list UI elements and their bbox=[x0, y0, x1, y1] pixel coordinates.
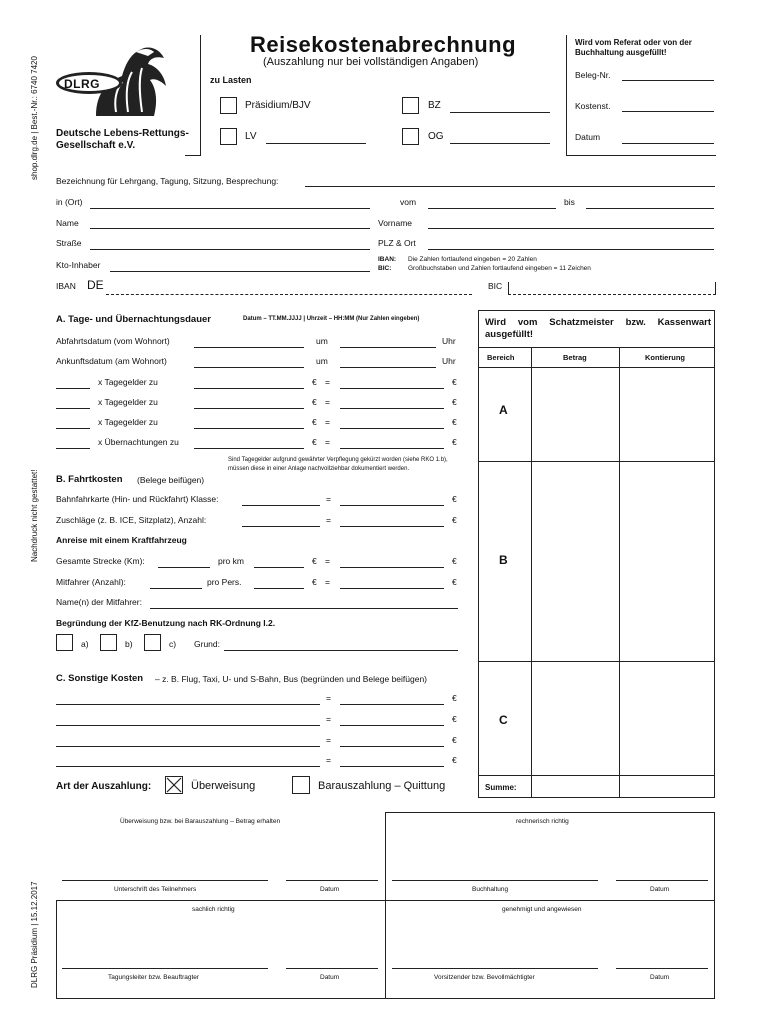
mitfahrer-euro-end: € bbox=[452, 577, 457, 587]
abfahrt-label: Abfahrtsdatum (vom Wohnort) bbox=[56, 336, 170, 346]
mitfahrer-total[interactable] bbox=[340, 588, 444, 589]
other-cost-total-1[interactable] bbox=[340, 704, 444, 705]
in-ort-label: in (Ort) bbox=[56, 197, 83, 207]
other-cost-total-3[interactable] bbox=[340, 746, 444, 747]
tagegeld-total-2[interactable] bbox=[340, 408, 444, 409]
tagegeld-count-2[interactable] bbox=[56, 408, 90, 409]
event-label: Bezeichnung für Lehrgang, Tagung, Sitzung, Besprechung: bbox=[56, 176, 279, 186]
tagegeld-euro-end-1: € bbox=[452, 377, 457, 387]
kostenst-input[interactable] bbox=[622, 111, 714, 112]
pro-km-label: pro km bbox=[218, 556, 244, 566]
chairman-label: Vorsitzender bzw. Bevollmächtigter bbox=[434, 974, 535, 981]
treasurer-header-top bbox=[479, 347, 714, 348]
factually-label: sachlich richtig bbox=[192, 906, 235, 913]
section-b-heading: B. Fahrtkosten bbox=[56, 474, 123, 485]
section-c-heading: C. Sonstige Kosten bbox=[56, 673, 144, 684]
payment-label: Art der Auszahlung: bbox=[56, 781, 152, 792]
tagegeld-total-3[interactable] bbox=[340, 428, 444, 429]
referat-field-kostenst: Kostenst. bbox=[575, 101, 611, 111]
format-hint: Datum – TT.MM.JJJJ | Uhrzeit – HH:MM (Nur Zahlen eingeben) bbox=[243, 316, 420, 322]
checkbox-bz[interactable] bbox=[402, 97, 419, 114]
other-cost-euro-4: € bbox=[452, 755, 457, 765]
tagegeld-rate-1[interactable] bbox=[194, 388, 304, 389]
vorname-label: Vorname bbox=[378, 218, 413, 228]
other-cost-eq-2: = bbox=[326, 714, 331, 724]
tagegeld-eq-1: = bbox=[325, 377, 330, 387]
other-cost-eq-1: = bbox=[326, 693, 331, 703]
section-c-note: – z. B. Flug, Taxi, U- und S-Bahn, Bus (begründen und Belege beifügen) bbox=[155, 674, 428, 684]
other-cost-total-2[interactable] bbox=[340, 725, 444, 726]
zuschlaege-input[interactable] bbox=[242, 526, 320, 527]
leader-date-label: Datum bbox=[320, 974, 340, 981]
uebernachtung-total[interactable] bbox=[340, 448, 444, 449]
in-ort-input[interactable] bbox=[90, 208, 370, 209]
uebernachtung-euro-end: € bbox=[452, 437, 457, 447]
other-cost-eq-4: = bbox=[326, 755, 331, 765]
ankunft-label: Ankunftsdatum (am Wohnort) bbox=[56, 356, 167, 366]
accounting-date-label: Datum bbox=[650, 886, 670, 893]
iban-input[interactable] bbox=[106, 282, 472, 295]
treasurer-row-divider-1 bbox=[479, 461, 714, 462]
participant-date-line[interactable] bbox=[286, 880, 378, 881]
treasurer-heading: Wird vom Schatzmeister bzw. Kassenwart ausgefüllt! bbox=[485, 317, 711, 340]
tagegeld-rate-2[interactable] bbox=[194, 408, 304, 409]
grund-label: Grund: bbox=[194, 639, 220, 649]
bahn-class-input[interactable] bbox=[242, 505, 320, 506]
section-a-heading: A. Tage- und Übernachtungsdauer bbox=[56, 314, 212, 325]
strecke-input[interactable] bbox=[158, 567, 210, 568]
tagegeld-euro-1: € bbox=[312, 377, 317, 387]
other-cost-euro-3: € bbox=[452, 735, 457, 745]
treasurer-table bbox=[478, 310, 715, 798]
checkbox-cash[interactable] bbox=[292, 776, 310, 794]
side-text-middle: Nachdruck nicht gestattet! bbox=[30, 469, 39, 562]
treasurer-row-divider-2 bbox=[479, 661, 714, 662]
check-x-icon bbox=[166, 777, 182, 793]
uebernachtung-count[interactable] bbox=[56, 448, 90, 449]
event-input[interactable] bbox=[305, 186, 715, 187]
abfahrt-uhr: Uhr bbox=[442, 336, 456, 346]
kto-inhaber-input[interactable] bbox=[110, 271, 370, 272]
bis-input[interactable] bbox=[586, 208, 714, 209]
tagegeld-label-1: x Tagegelder zu bbox=[98, 377, 158, 387]
strasse-input[interactable] bbox=[90, 249, 370, 250]
plz-ort-input[interactable] bbox=[428, 249, 714, 250]
treasurer-col-divider-2 bbox=[619, 347, 620, 797]
payment-cash: Barauszahlung – Quittung bbox=[318, 780, 446, 792]
mitfahrer-eq: = bbox=[325, 577, 330, 587]
strecke-euro: € bbox=[312, 556, 317, 566]
iban-label: IBAN bbox=[56, 281, 76, 291]
abfahrt-input[interactable] bbox=[194, 347, 304, 348]
og-input[interactable] bbox=[450, 143, 550, 144]
treasurer-row-b: B bbox=[499, 553, 508, 567]
namen-input[interactable] bbox=[150, 608, 458, 609]
treasurer-col-divider-1 bbox=[531, 347, 532, 797]
uebernachtung-eq: = bbox=[325, 437, 330, 447]
beleg-input[interactable] bbox=[622, 80, 714, 81]
zuschlaege-label: Zuschläge (z. B. ICE, Sitzplatz), Anzahl: bbox=[56, 515, 207, 525]
uebernachtung-rate[interactable] bbox=[194, 448, 304, 449]
option-c: c) bbox=[169, 639, 177, 649]
treasurer-col-bereich: Bereich bbox=[487, 353, 515, 362]
page-title: Reisekostenabrechnung bbox=[250, 32, 517, 57]
leader-signature-line[interactable] bbox=[62, 968, 268, 969]
bic-input[interactable] bbox=[508, 282, 716, 295]
correct-calc-label: rechnerisch richtig bbox=[516, 818, 569, 825]
tagegeld-note: Sind Tagegelder aufgrund gewährter Verpflegung gekürzt worden (siehe RKO 1.b), müssen diese in einer Anlage nachvollziehbar dokumentiert werden. bbox=[228, 457, 448, 472]
leader-label: Tagungsleiter bzw. Beauftragter bbox=[108, 974, 200, 981]
mitfahrer-label: Mitfahrer (Anzahl): bbox=[56, 577, 126, 587]
checkbox-transfer[interactable] bbox=[165, 776, 183, 794]
ankunft-uhr: Uhr bbox=[442, 356, 456, 366]
referat-heading: Wird vom Referat oder von der Buchhaltung ausgefüllt! bbox=[575, 38, 692, 57]
treasurer-col-kontierung: Kontierung bbox=[645, 353, 685, 362]
approved-label: genehmigt und angewiesen bbox=[502, 906, 582, 913]
bahn-eq: = bbox=[326, 494, 331, 504]
tagegeld-label-3: x Tagegelder zu bbox=[98, 417, 158, 427]
vorname-input[interactable] bbox=[428, 228, 714, 229]
bz-input[interactable] bbox=[450, 112, 550, 113]
pro-pers-label: pro Pers. bbox=[207, 577, 242, 587]
received-label: Überweisung bzw. bei Barauszahlung – Betrag erhalten bbox=[120, 818, 281, 825]
mitfahrer-input[interactable] bbox=[150, 588, 202, 589]
strasse-label: Straße bbox=[56, 238, 82, 248]
signature-divider-h bbox=[56, 900, 715, 901]
header-divider-left bbox=[200, 35, 201, 155]
bic-hint-key: BIC: bbox=[378, 265, 392, 272]
signature-box-right-top bbox=[385, 812, 715, 813]
option-og: OG bbox=[428, 131, 444, 142]
checkbox-b[interactable] bbox=[100, 634, 117, 651]
tagegeld-label-2: x Tagegelder zu bbox=[98, 397, 158, 407]
tagegeld-total-1[interactable] bbox=[340, 388, 444, 389]
tagegeld-euro-end-3: € bbox=[452, 417, 457, 427]
chairman-signature-line[interactable] bbox=[392, 968, 598, 969]
treasurer-row-a: A bbox=[499, 403, 508, 417]
name-label: Name bbox=[56, 218, 79, 228]
accounting-date-line[interactable] bbox=[616, 880, 708, 881]
pro-pers-input[interactable] bbox=[254, 588, 304, 589]
other-cost-desc-4[interactable] bbox=[56, 766, 320, 767]
tagegeld-count-3[interactable] bbox=[56, 428, 90, 429]
namen-label: Name(n) der Mitfahrer: bbox=[56, 597, 142, 607]
name-input[interactable] bbox=[90, 228, 370, 229]
bahn-label: Bahnfahrkarte (Hin- und Rückfahrt) Klasse: bbox=[56, 494, 219, 504]
checkbox-praesidium[interactable] bbox=[220, 97, 237, 114]
signature-box-left-side bbox=[56, 900, 57, 998]
pro-km-input[interactable] bbox=[254, 567, 304, 568]
option-praesidium: Präsidium/BJV bbox=[245, 100, 311, 111]
charge-to-label: zu Lasten bbox=[210, 75, 252, 85]
strecke-total[interactable] bbox=[340, 567, 444, 568]
org-name-line2: Gesellschaft e.V. bbox=[56, 140, 136, 151]
referat-field-datum: Datum bbox=[575, 132, 601, 142]
treasurer-row-c: C bbox=[499, 713, 508, 727]
abfahrt-um: um bbox=[316, 336, 328, 346]
bahn-total[interactable] bbox=[340, 505, 444, 506]
dlrg-logo bbox=[56, 42, 176, 120]
bis-label: bis bbox=[564, 197, 575, 207]
zuschlaege-eq: = bbox=[326, 515, 331, 525]
option-b: b) bbox=[125, 639, 133, 649]
header-divider-bottom bbox=[185, 155, 201, 156]
mitfahrer-euro: € bbox=[312, 577, 317, 587]
ankunft-time-input[interactable] bbox=[340, 367, 436, 368]
uebernachtung-euro: € bbox=[312, 437, 317, 447]
other-cost-euro-1: € bbox=[452, 693, 457, 703]
payment-transfer: Überweisung bbox=[191, 780, 256, 792]
tagegeld-euro-end-2: € bbox=[452, 397, 457, 407]
leader-date-line[interactable] bbox=[286, 968, 378, 969]
vom-input[interactable] bbox=[428, 208, 556, 209]
begruendung-label: Begründung der KfZ-Benutzung nach RK-Ordnung I.2. bbox=[56, 618, 276, 628]
uebernachtung-label: x Übernachtungen zu bbox=[98, 437, 179, 447]
kfz-heading: Anreise mit einem Kraftfahrzeug bbox=[56, 535, 187, 545]
accounting-label: Buchhaltung bbox=[472, 886, 509, 893]
other-cost-eq-3: = bbox=[326, 735, 331, 745]
side-text-top: shop.dlrg.de | Best.-Nr.: 6740 7420 bbox=[30, 56, 39, 180]
vom-label: vom bbox=[400, 197, 417, 207]
strecke-eq: = bbox=[325, 556, 330, 566]
other-cost-desc-3[interactable] bbox=[56, 746, 320, 747]
other-cost-desc-1[interactable] bbox=[56, 704, 320, 705]
option-a: a) bbox=[81, 639, 89, 649]
chairman-date-line[interactable] bbox=[616, 968, 708, 969]
signature-box-right-side bbox=[714, 812, 715, 998]
side-text-bottom: DLRG Präsidium | 15.12.2017 bbox=[30, 881, 39, 988]
zuschlaege-euro: € bbox=[452, 515, 457, 525]
checkbox-lv[interactable] bbox=[220, 128, 237, 145]
participant-signature-line[interactable] bbox=[62, 880, 268, 881]
kto-inhaber-label: Kto-Inhaber bbox=[56, 260, 101, 270]
ankunft-input[interactable] bbox=[194, 367, 304, 368]
tagegeld-eq-3: = bbox=[325, 417, 330, 427]
strecke-euro-end: € bbox=[452, 556, 457, 566]
checkbox-c[interactable] bbox=[144, 634, 161, 651]
checkbox-a[interactable] bbox=[56, 634, 73, 651]
referat-box-left bbox=[566, 35, 567, 155]
participant-date-label: Datum bbox=[320, 886, 340, 893]
checkbox-og[interactable] bbox=[402, 128, 419, 145]
plz-ort-label: PLZ & Ort bbox=[378, 238, 416, 248]
treasurer-row-divider-3 bbox=[479, 775, 714, 776]
logo-text: DLRG bbox=[64, 77, 100, 91]
bic-label: BIC bbox=[488, 281, 503, 291]
other-cost-desc-2[interactable] bbox=[56, 725, 320, 726]
iban-hint-key: IBAN: bbox=[378, 256, 397, 263]
other-cost-euro-2: € bbox=[452, 714, 457, 724]
ankunft-um: um bbox=[316, 356, 328, 366]
option-lv: LV bbox=[245, 131, 257, 142]
grund-input[interactable] bbox=[224, 650, 458, 651]
org-name-line1: Deutsche Lebens-Rettungs- bbox=[56, 128, 189, 139]
signature-box-bottom bbox=[56, 998, 715, 999]
bahn-euro: € bbox=[452, 494, 457, 504]
referat-box-bottom bbox=[566, 155, 716, 156]
strecke-label: Gesamte Strecke (Km): bbox=[56, 556, 145, 566]
tagegeld-rate-3[interactable] bbox=[194, 428, 304, 429]
option-bz: BZ bbox=[428, 100, 441, 111]
bic-hint: Großbuchstaben und Zahlen fortlaufend eingeben = 11 Zeichen bbox=[408, 265, 591, 272]
zuschlaege-total[interactable] bbox=[340, 526, 444, 527]
tagegeld-euro-2: € bbox=[312, 397, 317, 407]
chairman-date-label: Datum bbox=[650, 974, 670, 981]
tagegeld-eq-2: = bbox=[325, 397, 330, 407]
signature-divider-v bbox=[385, 812, 386, 998]
other-cost-total-4[interactable] bbox=[340, 766, 444, 767]
lv-input[interactable] bbox=[266, 143, 366, 144]
treasurer-header-bottom bbox=[479, 367, 714, 368]
accounting-signature-line[interactable] bbox=[392, 880, 598, 881]
referat-field-beleg: Beleg-Nr. bbox=[575, 70, 611, 80]
tagegeld-count-1[interactable] bbox=[56, 388, 90, 389]
iban-hint: Die Zahlen fortlaufend eingeben = 20 Zahlen bbox=[408, 256, 537, 263]
section-b-note: (Belege beifügen) bbox=[137, 475, 205, 485]
iban-prefix: DE bbox=[87, 278, 104, 292]
participant-label: Unterschrift des Teilnehmers bbox=[114, 886, 197, 893]
treasurer-summe: Summe: bbox=[485, 783, 517, 792]
referat-datum-input[interactable] bbox=[622, 143, 714, 144]
tagegeld-euro-3: € bbox=[312, 417, 317, 427]
page-subtitle: (Auszahlung nur bei vollständigen Angaben) bbox=[263, 56, 479, 68]
treasurer-col-betrag: Betrag bbox=[563, 353, 587, 362]
abfahrt-time-input[interactable] bbox=[340, 347, 436, 348]
